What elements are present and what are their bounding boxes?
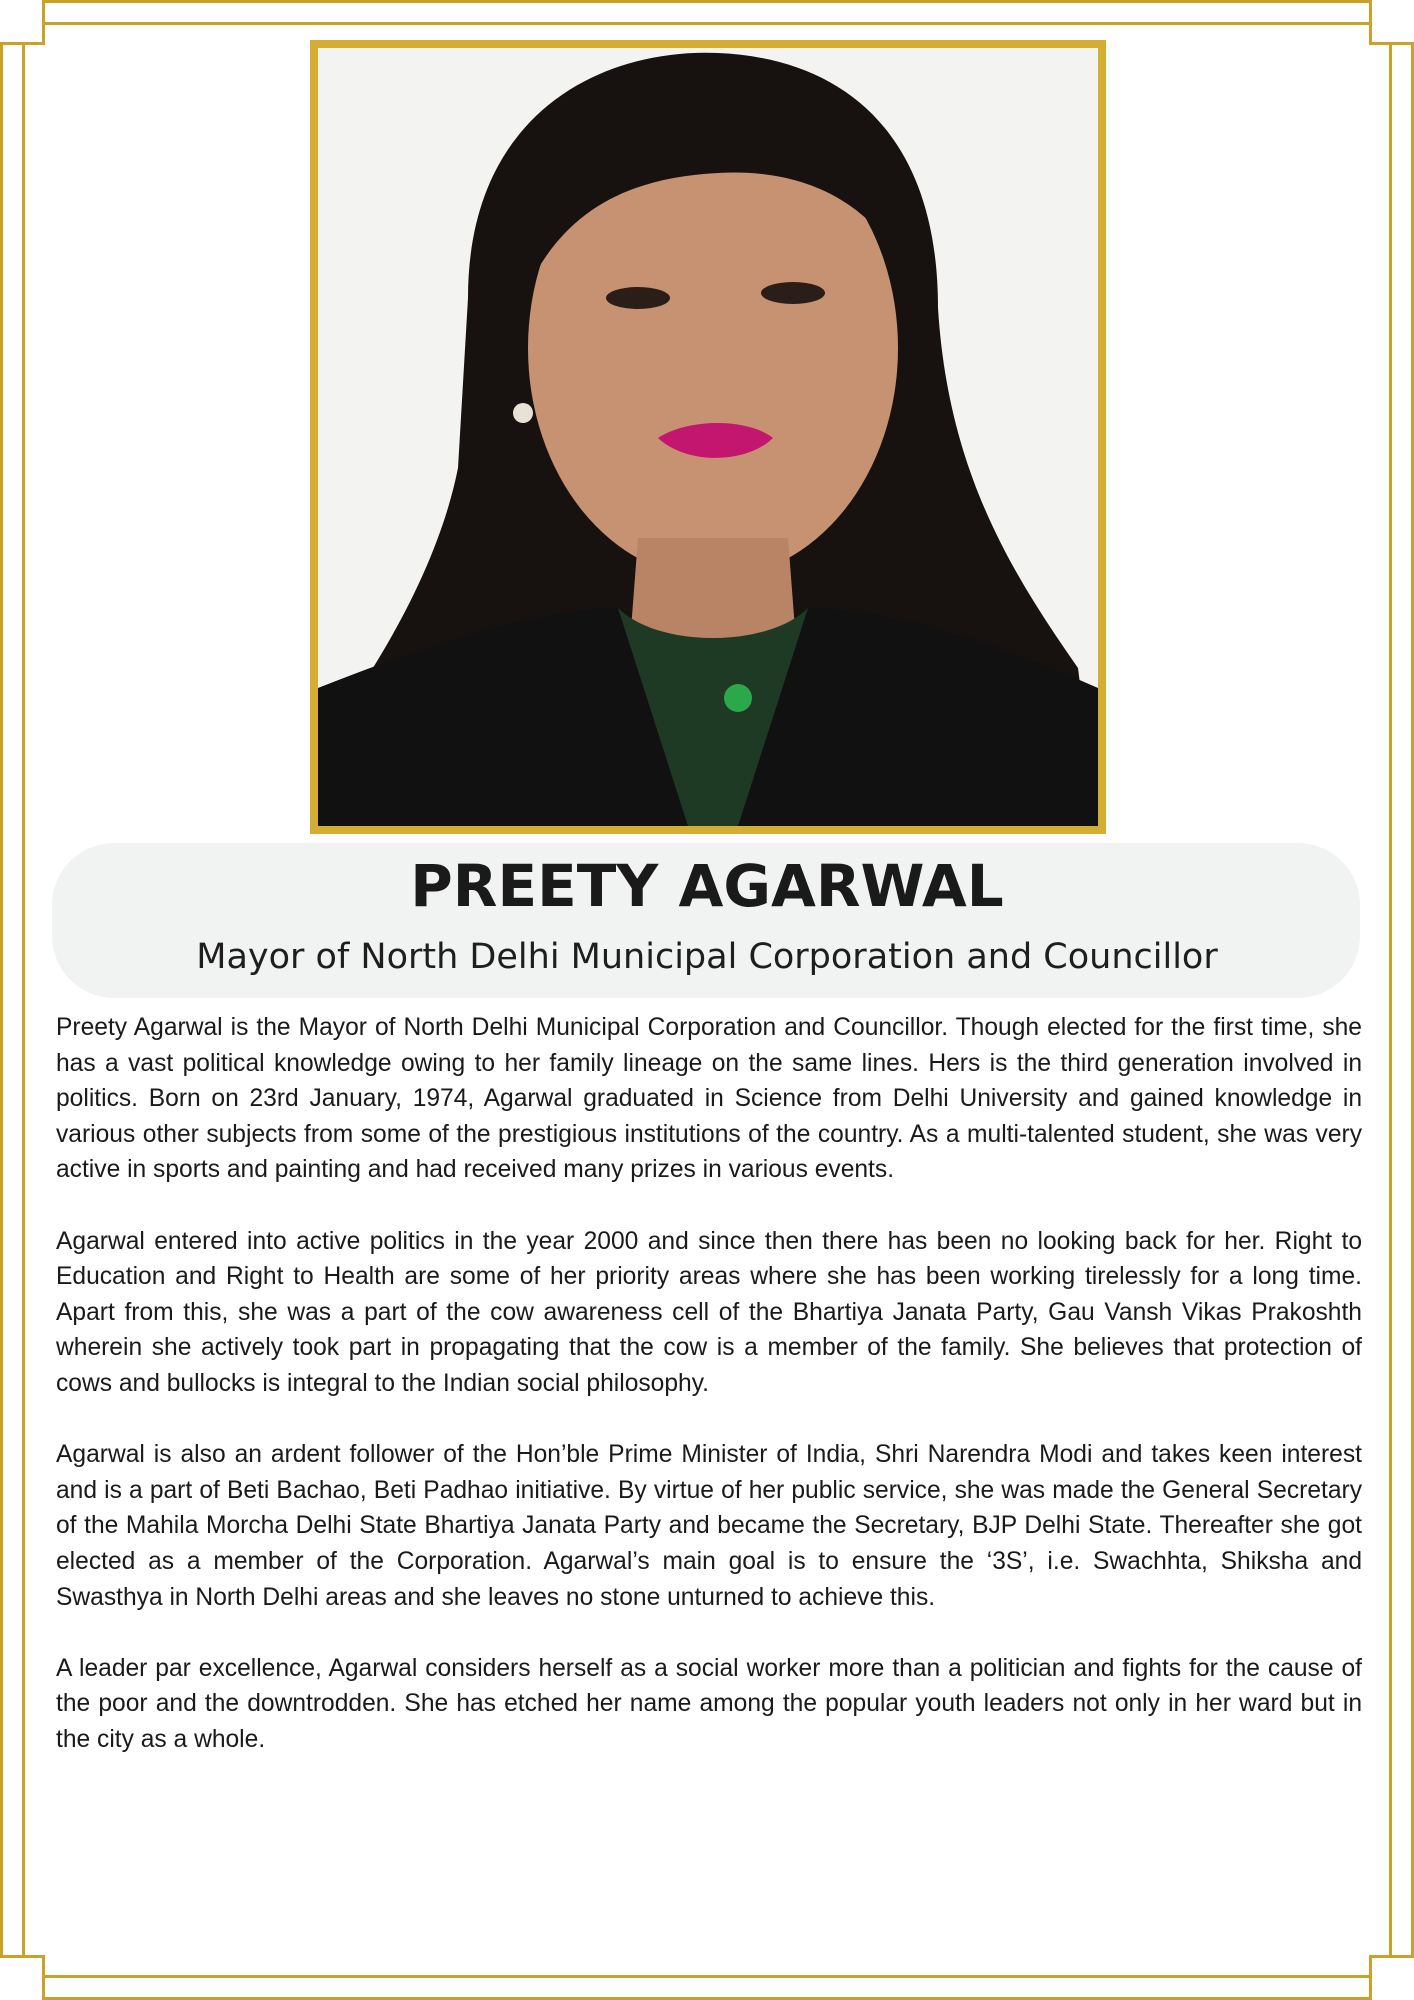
frame-corner-tr2	[1369, 42, 1414, 45]
frame-top-inner	[42, 22, 1370, 25]
frame-left-inner	[22, 42, 25, 1958]
profile-title: Mayor of North Delhi Municipal Corporation and Councillor	[196, 937, 1218, 977]
profile-name: PREETY AGARWAL	[410, 852, 1004, 920]
bio-paragraph-2: Agarwal entered into active politics in the year 2000 and since then there has been no looking back for her. Right to Education and Right to Health are some of her priority areas where she has been working tirelessly for a long time. Apart from this, she was a part of the cow awareness cell of the Bhartiya Janata Party, Gau Vansh Vikas Prakoshth wherein she actively took part in propagating that the cow is a member of the family. She believes that protection of cows and bullocks is integral to the Indian social philosophy.	[56, 1227, 1362, 1397]
frame-corner-bl	[42, 1955, 45, 2000]
portrait-photo	[310, 40, 1106, 834]
bio-paragraph-3: Agarwal is also an ardent follower of the Hon’ble Prime Minister of India, Shri Narendra Modi and takes keen interest and is a part of Beti Bachao, Beti Padhao initiative. By virtue of her public service, she was made the General Secretary of the Mahila Morcha Delhi State Bhartiya Janata Party and became the Secretary, BJP Delhi State. Thereafter she got elected as a member of the Corporation. Agarwal’s main goal is to ensure the ‘3S’, i.e. Swachhta, Shiksha and Swasthya in North Delhi areas and she leaves no stone unturned to achieve this.	[56, 1441, 1362, 1611]
frame-bottom-inner	[42, 1975, 1370, 1978]
frame-corner-br2	[1369, 1955, 1414, 1958]
bio-paragraph-1: Preety Agarwal is the Mayor of North Delhi Municipal Corporation and Councillor. Though elected for the first time, she has a vast political knowledge owing to her family lineage on the same lines. Hers is the third generation involved in politics. Born on 23rd January, 1974, Agarwal graduated in Science from Delhi University and gained knowledge in various other subjects from some of the prestigious institutions of the country. As a multi-talented student, she was very active in sports and painting and had received many prizes in various events.	[56, 1014, 1362, 1184]
frame-top-outer	[42, 0, 1370, 3]
portrait-illustration	[318, 48, 1098, 826]
frame-right-inner	[1389, 42, 1392, 1958]
biography	[56, 1010, 1362, 1793]
frame-corner-br	[1369, 1955, 1372, 2000]
bio-paragraph-4: A leader par excellence, Agarwal considers herself as a social worker more than a politician and fights for the cause of the poor and the downtrodden. She has etched her name among the popular youth leaders not only in her ward but in the city as a whole.	[56, 1654, 1362, 1753]
frame-left-outer	[0, 42, 3, 1958]
frame-corner-tl	[42, 0, 45, 45]
frame-corner-tl2	[0, 42, 45, 45]
frame-corner-bl2	[0, 1955, 45, 1958]
frame-corner-tr	[1369, 0, 1372, 45]
